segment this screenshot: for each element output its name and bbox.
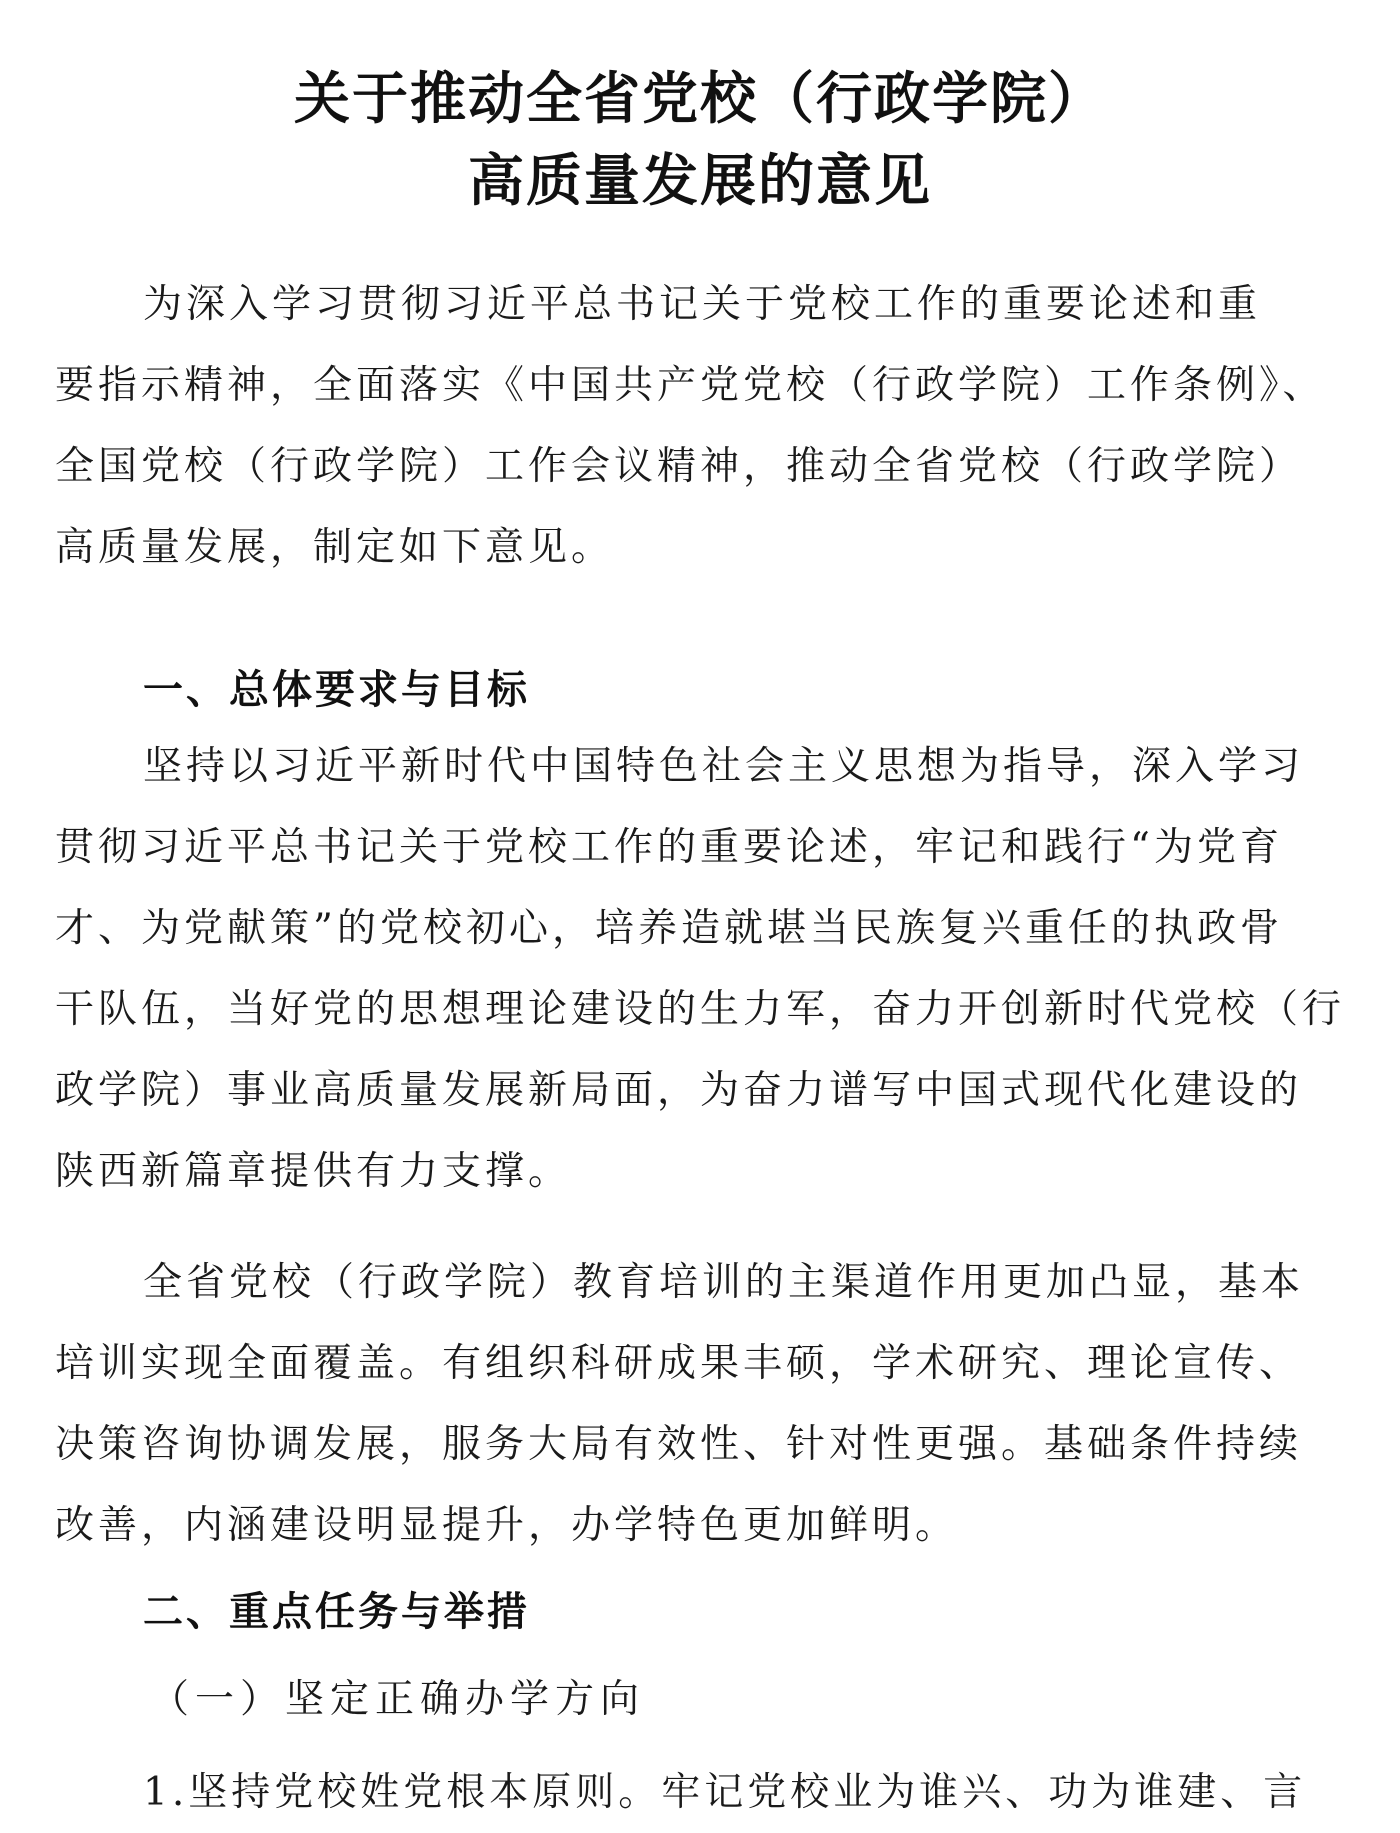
intro-line-2: 要指示精神，全面落实《中国共产党党校（行政学院）工作条例》、 (55, 363, 1326, 408)
intro-line-4: 高质量发展，制定如下意见。 (55, 525, 615, 570)
item-1-line-1: 1.坚持党校姓党根本原则。牢记党校业为谁兴、功为谁建、言 (143, 1770, 1307, 1815)
intro-line-3: 全国党校（行政学院）工作会议精神，推动全省党校（行政学院） (55, 444, 1303, 489)
section-2-subheading: （一）坚定正确办学方向 (150, 1677, 646, 1722)
s1p1-line-1: 坚持以习近平新时代中国特色社会主义思想为指导，深入学习 (143, 744, 1305, 789)
section-1-heading: 一、总体要求与目标 (143, 667, 530, 713)
s1p1-line-5: 政学院）事业高质量发展新局面，为奋力谱写中国式现代化建设的 (55, 1068, 1303, 1113)
s1p2-line-1: 全省党校（行政学院）教育培训的主渠道作用更加凸显，基本 (143, 1260, 1305, 1305)
s1p1-line-2: 贯彻习近平总书记关于党校工作的重要论述，牢记和践行“为党育 (55, 825, 1283, 870)
section-1-paragraph-1 (55, 726, 1355, 1212)
s1p1-line-6: 陕西新篇章提供有力支撑。 (55, 1149, 572, 1194)
section-1-paragraph-2 (55, 1242, 1355, 1566)
section-2-heading: 二、重点任务与举措 (143, 1589, 530, 1635)
s1p2-line-4: 改善，内涵建设明显提升，办学特色更加鲜明。 (55, 1503, 959, 1548)
document-title-line-1: 关于推动全省党校（行政学院） (294, 67, 1106, 132)
s1p2-line-2: 培训实现全面覆盖。有组织科研成果丰硕，学术研究、理论宣传、 (55, 1341, 1303, 1386)
intro-line-1: 为深入学习贯彻习近平总书记关于党校工作的重要论述和重 (143, 282, 1262, 327)
s1p2-line-3: 决策咨询协调发展，服务大局有效性、针对性更强。基础条件持续 (55, 1422, 1303, 1467)
s1p1-line-4: 干队伍，当好党的思想理论建设的生力军，奋力开创新时代党校（行 (55, 987, 1346, 1032)
s1p1-line-3: 才、为党献策”的党校初心，培养造就堪当民族复兴重任的执政骨 (55, 906, 1283, 951)
document-title-line-2: 高质量发展的意见 (468, 149, 932, 214)
intro-paragraph (55, 264, 1355, 588)
section-2-item-1 (55, 1752, 1355, 1833)
